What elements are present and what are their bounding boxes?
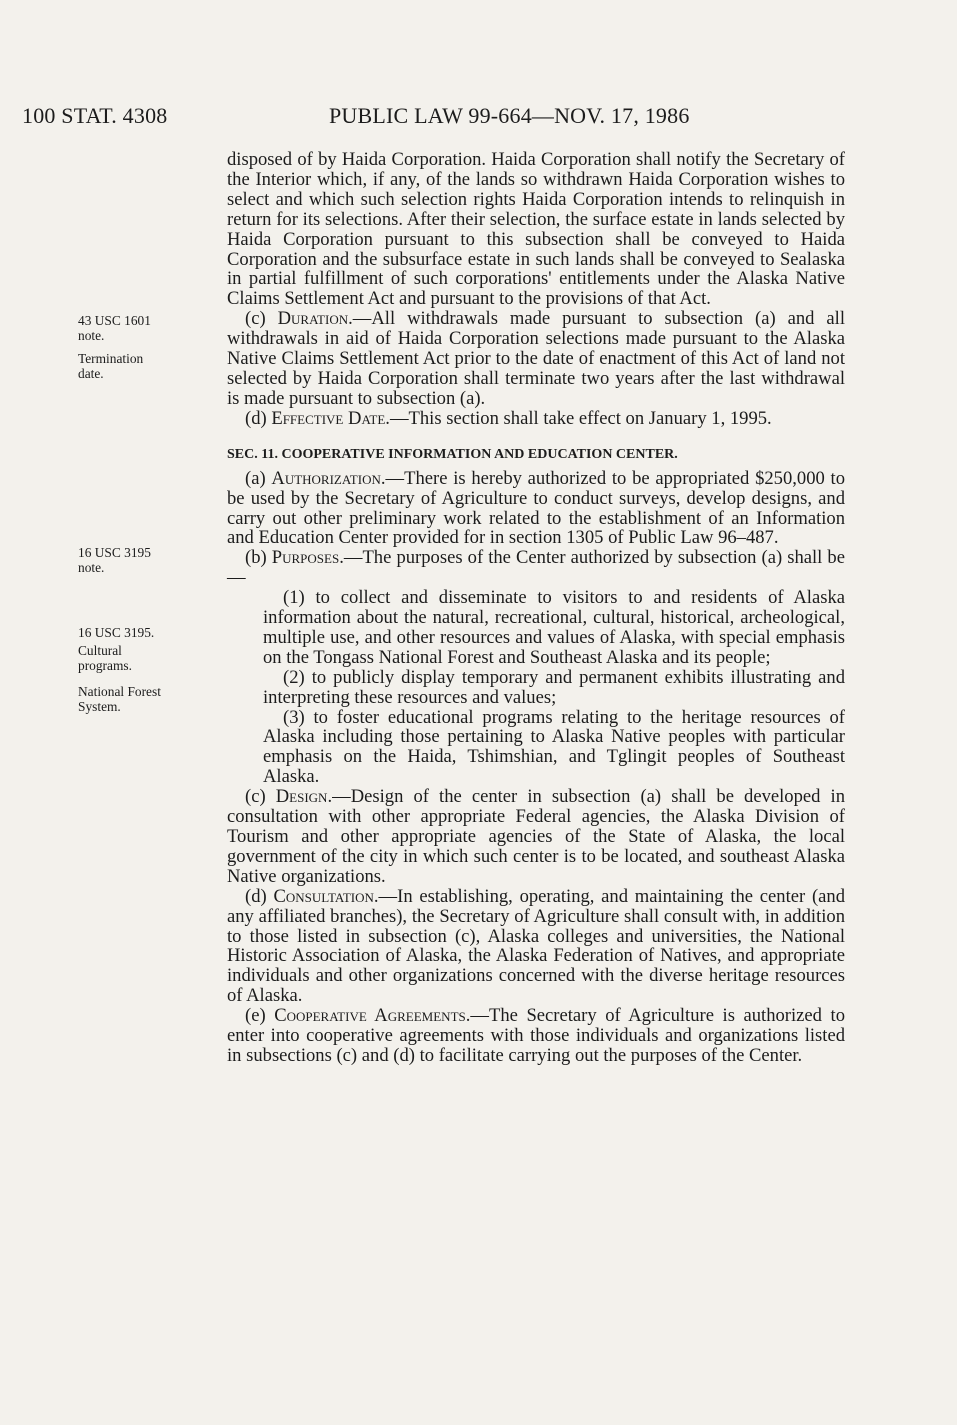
margin-note-cultural-programs xyxy=(78,643,208,673)
margin-note-line: Cultural xyxy=(78,643,122,658)
section-11-heading: SEC. 11. COOPERATIVE INFORMATION AND EDUCATION CENTER. xyxy=(227,446,678,462)
subsection-text: —Design of the center in subsection (a) shall be developed in consultation with other appropriate Federal agencies, the Alaska Division of Tourism and other appropriate agencies of the State of Alaska, the local government of the city in which such center is to be located, and southeast Alaska Native organizations. xyxy=(227,786,845,887)
subsection-heading: Duration. xyxy=(277,308,353,330)
subsection-e-cooperative-agreements xyxy=(227,1006,845,1066)
subsection-heading: Effective Date. xyxy=(271,407,390,429)
subsection-text: —In establishing, operating, and maintaining the center (and any affiliated branches), the Secretary of Agriculture shall consult with, in addition to those listed in subsection (c), Alaska colleges and universities, the National Historic Association of Alaska, the Alaska Federation of Natives, and appropriate individuals and other organizations concerned with the diverse heritage resources of Alaska. xyxy=(227,885,845,1007)
margin-note-line: 43 USC 1601 xyxy=(78,313,151,328)
subsection-d-effective-date xyxy=(227,409,845,429)
list-item: (3) to foster educational programs relating to the heritage resources of Alaska including those pertaining to Alaska Native peoples with particular emphasis on the Haida, Tshimshian, and Tglingit peoples of Southeast Alaska. xyxy=(263,706,845,788)
list-item: (1) to collect and disseminate to visitors to and residents of Alaska information about the natural, recreational, cultural, historical, archeological, multiple use, and other resources and values of Alaska, with special emphasis on the Tongass National Forest and Southeast Alaska and its people; xyxy=(263,587,845,668)
subsection-c-duration xyxy=(227,309,845,409)
margin-note-national-forest xyxy=(78,684,208,714)
margin-note-line: note. xyxy=(78,328,105,343)
subsection-label: (a) xyxy=(245,467,272,489)
margin-note-line: date. xyxy=(78,366,104,381)
subsection-heading: Purposes. xyxy=(271,547,344,569)
statute-page-number: 100 STAT. 4308 xyxy=(22,103,168,128)
subsection-heading: Consultation. xyxy=(273,885,379,907)
subsection-label: (c) xyxy=(245,786,276,808)
subsection-text: —This section shall take effect on January 1, 1995. xyxy=(389,407,772,429)
margin-note-line: 16 USC 3195. xyxy=(78,625,155,640)
subsection-label: (c) xyxy=(245,308,278,330)
margin-note-line: Termination xyxy=(78,351,144,366)
subsection-d-consultation xyxy=(227,887,845,1006)
subsection-text: —The purposes of the Center authorized by subsection (a) shall be— xyxy=(227,547,845,589)
subsection-label: (d) xyxy=(245,407,272,429)
running-head xyxy=(22,103,902,133)
margin-note-line: programs. xyxy=(78,658,132,673)
subsection-text: —The Secretary of Agriculture is authorized to enter into cooperative agreements with those individuals and organizations listed in subsections (c) and (d) to facilitate carrying out the purposes of the Center. xyxy=(227,1005,845,1066)
public-law-citation: PUBLIC LAW 99-664—NOV. 17, 1986 xyxy=(329,103,690,128)
subsection-label: (d) xyxy=(245,885,274,907)
purposes-list xyxy=(227,588,845,787)
subsection-heading: Cooperative Agreements. xyxy=(274,1005,471,1027)
margin-note-line: System. xyxy=(78,699,121,714)
continuation-paragraph: disposed of by Haida Corporation. Haida Corporation shall notify the Secretary of the Interior which, if any, of the lands so withdrawn Haida Corporation wishes to select and which such selection rights Haida Corporation intends to relinquish in return for its selections. After their selection, the surface estate in lands selected by Haida Corporation pursuant to this subsection shall be conveyed to Haida Corporation and the subsurface estate in such lands shall be conveyed to Sealaska in partial fulfillment of such corporations' entitlements under the Alaska Native Claims Settlement Act and pursuant to the provisions of that Act. xyxy=(227,149,845,310)
margin-note-usc-3195 xyxy=(78,625,208,640)
subsection-text: —There is hereby authorized to be appropriated $250,000 to be used by the Secretary of Agriculture to conduct surveys, develop designs, and carry out other preliminary work related to the establishment of an Information and Education Center provided for in section 1305 of Public Law 96–487. xyxy=(227,467,845,549)
margin-note-line: National Forest xyxy=(78,684,161,699)
subsection-b-purposes xyxy=(227,548,845,588)
subsection-text: —All withdrawals made pursuant to subsection (a) and all withdrawals in aid of Haida Corporation selections made pursuant to the Alaska Native Claims Settlement Act prior to the date of enactment of this Act of land not selected by Haida Corporation shall terminate two years after the last withdrawal is made pursuant to subsection (a). xyxy=(227,308,845,409)
margin-note-usc-3195-note xyxy=(78,545,208,575)
margin-note-line: note. xyxy=(78,560,105,575)
margin-note-line: 16 USC 3195 xyxy=(78,545,151,560)
list-item: (2) to publicly display temporary and permanent exhibits illustrating and interpreting these resources and values; xyxy=(263,666,845,708)
subsection-a-authorization xyxy=(227,469,845,549)
margin-note-usc-1601 xyxy=(78,313,208,343)
subsection-label: (b) xyxy=(245,547,272,569)
subsection-c-design xyxy=(227,787,845,887)
statute-body xyxy=(227,150,845,1066)
subsection-heading: Design. xyxy=(275,786,333,808)
subsection-heading: Authorization. xyxy=(271,467,386,489)
margin-note-termination xyxy=(78,351,208,381)
subsection-label: (e) xyxy=(245,1005,275,1027)
